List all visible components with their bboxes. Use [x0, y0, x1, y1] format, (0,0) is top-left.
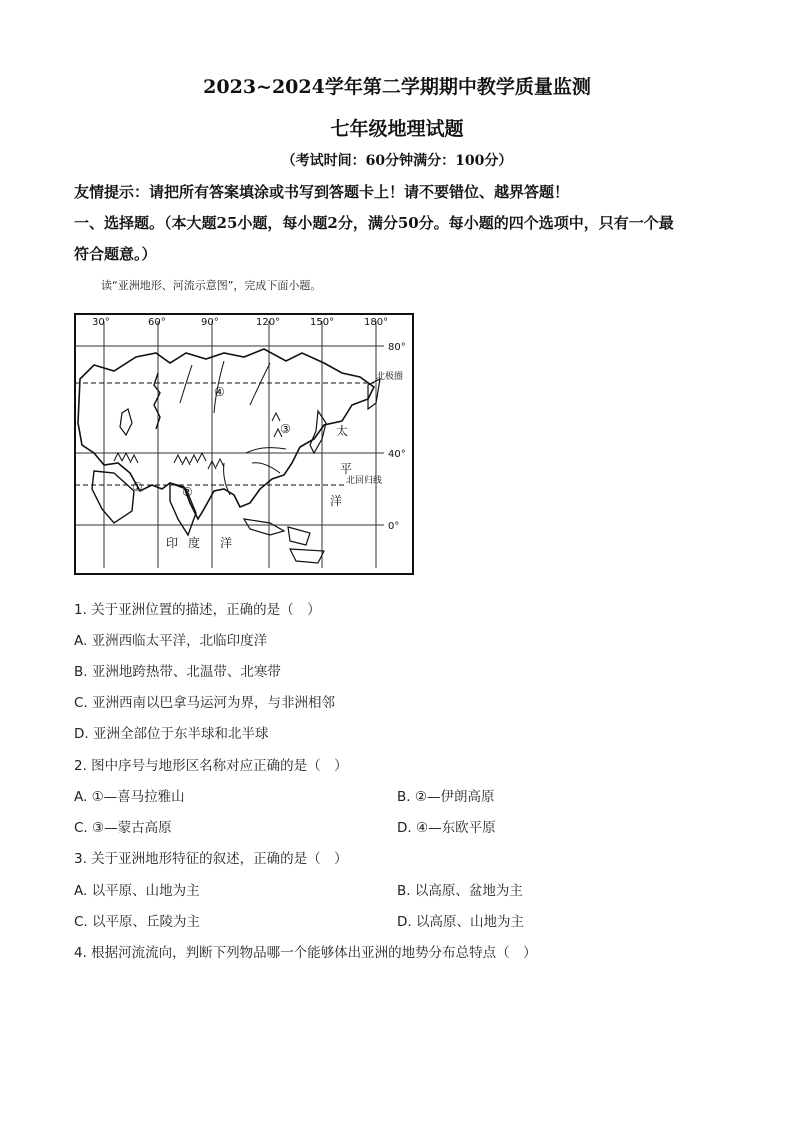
arctic-circle-label: 北极圈: [376, 372, 404, 382]
lat-label-0: 0°: [388, 521, 400, 532]
lat-label-80: 80°: [388, 342, 406, 353]
question-4-stem: 4. 根据河流流向，判断下列物品哪一个能够体出亚洲的地势分布总特点（ ）: [74, 945, 537, 961]
marker-2: ②: [182, 485, 193, 499]
question-3-stem: 3. 关于亚洲地形特征的叙述，正确的是（ ）: [74, 851, 348, 867]
section-heading-line2: 符合题意。）: [74, 245, 157, 263]
marker-3: ③: [280, 422, 291, 436]
question-3-option-a: A. 以平原、山地为主: [74, 883, 200, 899]
lon-label-180: 180°: [364, 317, 389, 328]
question-1-option-c: C. 亚洲西南以巴拿马运河为界，与非洲相邻: [74, 695, 336, 711]
question-2-option-c: C. ③—蒙古高原: [74, 820, 172, 836]
lon-label-30: 30°: [92, 317, 110, 328]
lon-label-60: 60°: [148, 317, 166, 328]
notice: 友情提示：请把所有答案填涂或书写到答题卡上！请不要错位、越界答题！: [74, 183, 570, 201]
asia-terrain-map: [74, 313, 414, 575]
lon-label-90: 90°: [201, 317, 219, 328]
indian-label-2: 度: [188, 536, 201, 550]
lon-label-150: 150°: [310, 317, 335, 328]
lat-label-40: 40°: [388, 449, 406, 460]
indian-label-1: 印: [166, 536, 179, 550]
question-1-option-b: B. 亚洲地跨热带、北温带、北寒带: [74, 664, 281, 680]
indian-label-3: 洋: [220, 536, 233, 550]
exam-time: （考试时间：60分钟满分：100分）: [281, 153, 513, 169]
question-1-stem: 1. 关于亚洲位置的描述，正确的是（ ）: [74, 602, 321, 618]
question-3-option-c: C. 以平原、丘陵为主: [74, 914, 201, 930]
question-2-option-d: D. ④—东欧平原: [397, 820, 496, 836]
marker-4: ④: [214, 385, 225, 399]
section-heading-line1: 一、选择题。（本大题25小题，每小题2分，满分50分。每小题的四个选项中，只有一个最: [74, 214, 674, 232]
question-1-option-d: D. 亚洲全部位于东半球和北半球: [74, 726, 269, 742]
tropic-of-cancer-label: 北回归线: [346, 476, 383, 486]
lon-label-120: 120°: [256, 317, 281, 328]
question-2-stem: 2. 图中序号与地形区名称对应正确的是（ ）: [74, 758, 348, 774]
question-2-option-b: B. ②—伊朗高原: [397, 789, 495, 805]
question-1-option-a: A. 亚洲西临太平洋，北临印度洋: [74, 633, 268, 649]
question-2-option-a: A. ①—喜马拉雅山: [74, 789, 185, 805]
pacific-label-2: 平: [340, 462, 353, 476]
pacific-label-1: 太: [336, 424, 349, 438]
page-subtitle: 七年级地理试题: [330, 118, 464, 140]
reading-instruction: 读“亚洲地形、河流示意图”，完成下面小题。: [101, 279, 322, 292]
marker-1: ①: [132, 480, 143, 494]
pacific-label-3: 洋: [330, 494, 343, 508]
question-3-option-b: B. 以高原、盆地为主: [397, 883, 523, 899]
question-3-option-d: D. 以高原、山地为主: [397, 914, 524, 930]
page-title: 2023~2024学年第二学期期中教学质量监测: [203, 76, 591, 98]
